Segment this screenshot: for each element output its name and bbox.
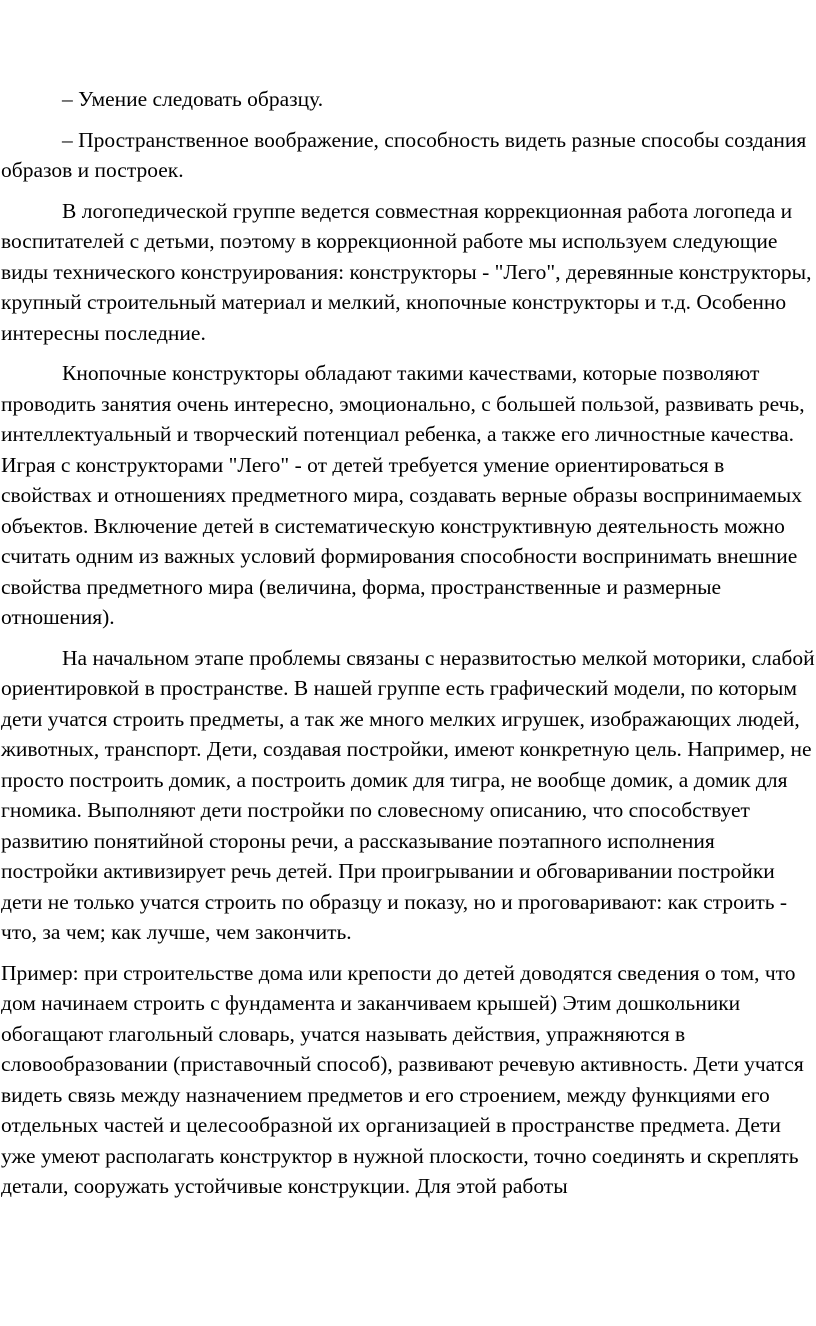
paragraph-spatial-imagination: – Пространственное воображение, способность видеть разные способы создания образов и построек.	[1, 127, 807, 182]
paragraph-speech-therapy-group: В логопедической группе ведется совместная коррекционная работа логопеда и воспитателей с детьми, поэтому в коррекционной работе мы используем следующие виды технического конструирования: конструкторы - "Лего", деревянные конструкторы, крупный строительный материал и мелкий, кнопочные конструкторы и т.д. Особенно интересны последние.	[1, 198, 812, 345]
paragraph-button-constructors: Кнопочные конструкторы обладают такими качествами, которые позволяют проводить занятия очень интересно, эмоционально, с большей пользой, развивать речь, интеллектуальный и творческий потенциал ребенка, а также его личностные качества. Играя с конструкторами "Лего" - от детей требуется умение ориентироваться в свойствах и отношениях предметного мира, создавать верные образы воспринимаемых объектов. Включение детей в систематическую конструктивную деятельность можно считать одним из важных условий формирования способности воспринимать внешние свойства предметного мира (величина, форма, пространственные и размерные отношения).	[1, 361, 805, 629]
paragraph-initial-stage: На начальном этапе проблемы связаны с неразвитостью мелкой моторики, слабой ориентировкой в пространстве. В нашей группе есть графический модели, по которым дети учатся строить предметы, а так же много мелких игрушек, изображающих людей, животных, транспорт. Дети, создавая постройки, имеют конкретную цель. Например, не просто построить домик, а построить домик для тигра, не вообще домик, а домик для гномика. Выполняют дети постройки по словесному описанию, что способствует развитию понятийной стороны речи, а рассказывание поэтапного исполнения постройки активизирует речь детей. При проигрывании и обговаривании постройки дети не только учатся строить по образцу и показу, но и проговаривают: как строить - что, за чем; как лучше, чем закончить.	[1, 645, 815, 944]
paragraph-follow-sample: – Умение следовать образцу.	[62, 87, 324, 111]
paragraph-example: Пример: при строительстве дома или крепости до детей доводятся сведения о том, что дом начинаем строить с фундамента и заканчиваем крышей) Этим дошкольники обогащают глагольный словарь, учатся называть действия, упражняются в словообразовании (приставочный способ), развивают речевую активность. Дети учатся видеть связь между назначением предметов и его строением, между функциями его отдельных частей и целесообразной их организацией в пространстве предмета. Дети уже умеют располагать конструктор в нужной плоскости, точно соединять и скреплять детали, сооружать устойчивые конструкции. Для этой работы	[1, 960, 804, 1198]
